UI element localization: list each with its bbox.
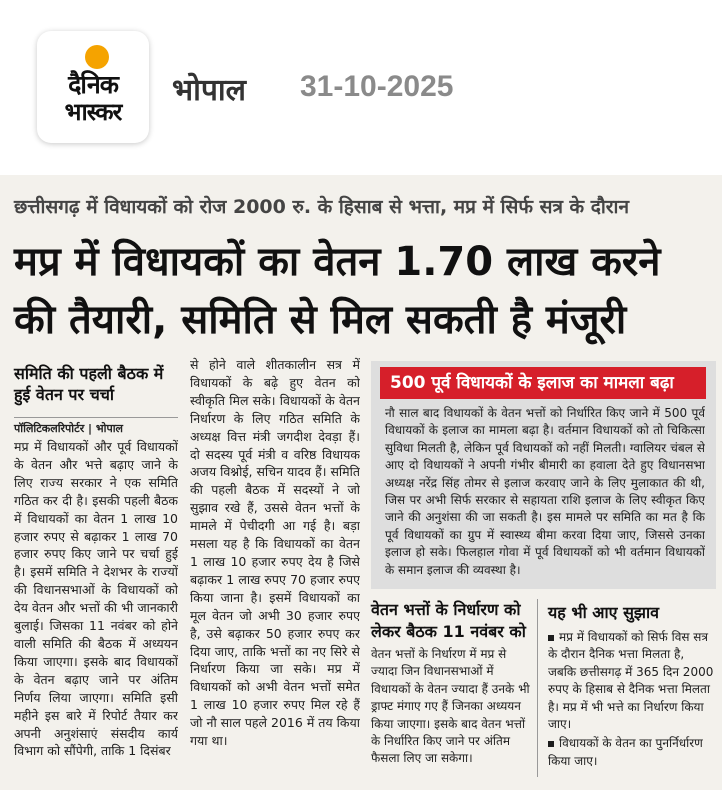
article-column-2: से होने वाले शीतकालीन सत्र में विधायकों के बढ़े हुए वेतन को स्वीकृति मिल सके। विधायकों के वेतन निर्धारण के लिए गठित समिति के अध्यक्ष वित्त मंत्री जगदीश देवड़ा हैं। दो सदस्य पूर्व मंत्री व वरिष्ठ विधायक अजय विश्नोई, सचिन यादव हैं। समिति की पहली बैठक में सदस्यों ने जो सुझाव रखे हैं, उससे वेतन भत्तों के मामले में पेचीदगी आ गई है। बड़ा मसला यह है कि विधायकों का वेतन 1 लाख 10 हजार रुपए देय है जिसे बढ़ाकर 1 लाख रुपए 70 हजार रुपए किया जाना है। इसमें विधायकों का मूल वेतन जो अभी 30 हजार रुपए है, उसे बढ़ाकर 50 हजार रुपए कर दिया जाए, ताकि भत्तों का नए सिरे से निर्धारण किया जा सके। मप्र में विधायकों को अभी वेतन भत्तों समेत 1 लाख 10 हजार रुपए मिल रहे हैं जो नौ साल पहले 2016 में तय किया गया था। xyxy=(190,357,360,749)
app-header xyxy=(0,0,722,175)
edition-city: भोपाल xyxy=(172,73,247,108)
suggestion-text: विधायकों के वेतन का पुनर्निर्धारण किया जाए। xyxy=(548,736,703,768)
article-headline: मप्र में विधायकों का वेतन 1.70 लाख करने की तैयारी, समिति से मिल सकती है मंजूरी xyxy=(14,239,661,343)
sidebar-box-title: 500 पूर्व विधायकों के इलाज का मामला बढ़ा xyxy=(380,367,706,399)
list-item xyxy=(548,735,714,770)
logo-text-line1: दैनिक xyxy=(68,70,118,99)
section-subhead-committee: समिति की पहली बैठक में हुई वेतन पर चर्चा xyxy=(14,364,164,404)
list-item xyxy=(548,629,714,733)
bullet-icon xyxy=(548,635,554,641)
dainik-bhaskar-logo[interactable] xyxy=(37,31,149,143)
meeting-section-text: वेतन भत्तों के निर्धारण में मप्र से ज्यादा जिन विधानसभाओं में विधायकों के वेतन ज्यादा हैं उनके भी ड्राफ्ट मंगाए गए हैं जिनका अध्ययन किया जाएगा। इसके बाद वेतन भत्तों के निर्धारित किए जाने पर अंतिम फैसला लिए जा सकेगा। xyxy=(371,647,530,766)
section-subhead-suggestions: यह भी आए सुझाव xyxy=(548,603,660,622)
suggestion-text: मप्र में विधायकों को सिर्फ विस सत्र के दौरान दैनिक भत्ता मिलता है, जबकि छत्तीसगढ़ में 365 दिन 2000 रुपए के हिसाब से दैनिक भत्ता मिलता है। मप्र में भी भत्ते का निर्धारण किया जाए। xyxy=(548,630,714,732)
newspaper-clipping xyxy=(0,175,722,790)
sidebar-box-body: नौ साल बाद विधायकों के वेतन भत्तों को निर्धारित किए जाने में 500 पूर्व विधायकों के इलाज का मामला बढ़ा है। वर्तमान विधायकों को तो चिकित्सा सुविधा मिलती है, लेकिन पूर्व विधायकों को नहीं मिलती। ग्वालियर चंबल से आए दो विधायकों ने अपनी गंभीर बीमारी का हवाला देते हुए विधानसभा अध्यक्ष नरेंद्र सिंह तोमर से इलाज करवाए जाने के लिए मुलाकात की थी, जिस पर अभी सिर्फ सरकार से सहायता राशि इलाज के लिए स्वीकृत किए जाने की अनुशंसा की जा सकती है। इस मामले पर समिति का मत है कि पूर्व विधायकों का ग्रुप में स्वास्थ्य बीमा करवा दिया जाए, जिससे उनका इलाज हो सके। फिलहाल गोवा में पूर्व विधायकों को भी वर्तमान विधायकों के समान इलाज की व्यवस्था है। xyxy=(385,406,705,577)
logo-text-line2: भास्कर xyxy=(64,98,122,126)
section-subhead-meeting: वेतन भत्तों के निर्धारण को लेकर बैठक 11 नवंबर को xyxy=(371,600,526,641)
suggestions-list xyxy=(548,629,714,772)
column-divider xyxy=(537,599,538,777)
article-kicker: छत्तीसगढ़ में विधायकों को रोज 2000 रु. के हिसाब से भत्ता, मप्र में सिर्फ सत्र के दौरान xyxy=(14,196,629,218)
edition-date: 31-10-2025 xyxy=(300,70,454,103)
sidebar-box-former-mlas xyxy=(371,361,716,589)
sun-icon xyxy=(85,45,109,69)
article-column-1: मप्र में विधायकों और पूर्व विधायकों के वेतन और भत्ते बढ़ाए जाने के लिए राज्य सरकार ने एक समिति गठित कर दी है। इसकी पहली बैठक में विधायकों का वेतन 1 लाख 10 हजार रुपए से बढ़ाकर 1 लाख 70 हजार रुपए किए जाने पर चर्चा हुई है। इसमें समिति ने देशभर के राज्यों की विधानसभाओं के विधायकों को देय वेतन और भत्तों की भी जानकारी बुलाई। जिसका 11 नवंबर को होने वाली समिति की बैठक में अध्ययन किया जाएगा। इसके बाद विधायकों के वेतन बढ़ाए जाने पर अंतिम निर्णय लिया जाएगा। समिति इसी महीने इस बारे में रिपोर्ट तैयार कर अपनी अनुशंसाएं संसदीय कार्य विभाग को सौंपेगी, ताकि 1 दिसंबर xyxy=(14,439,178,759)
article-byline: पॉलिटिकलरिपोर्टर | भोपाल xyxy=(14,417,178,436)
bullet-icon xyxy=(548,741,554,747)
